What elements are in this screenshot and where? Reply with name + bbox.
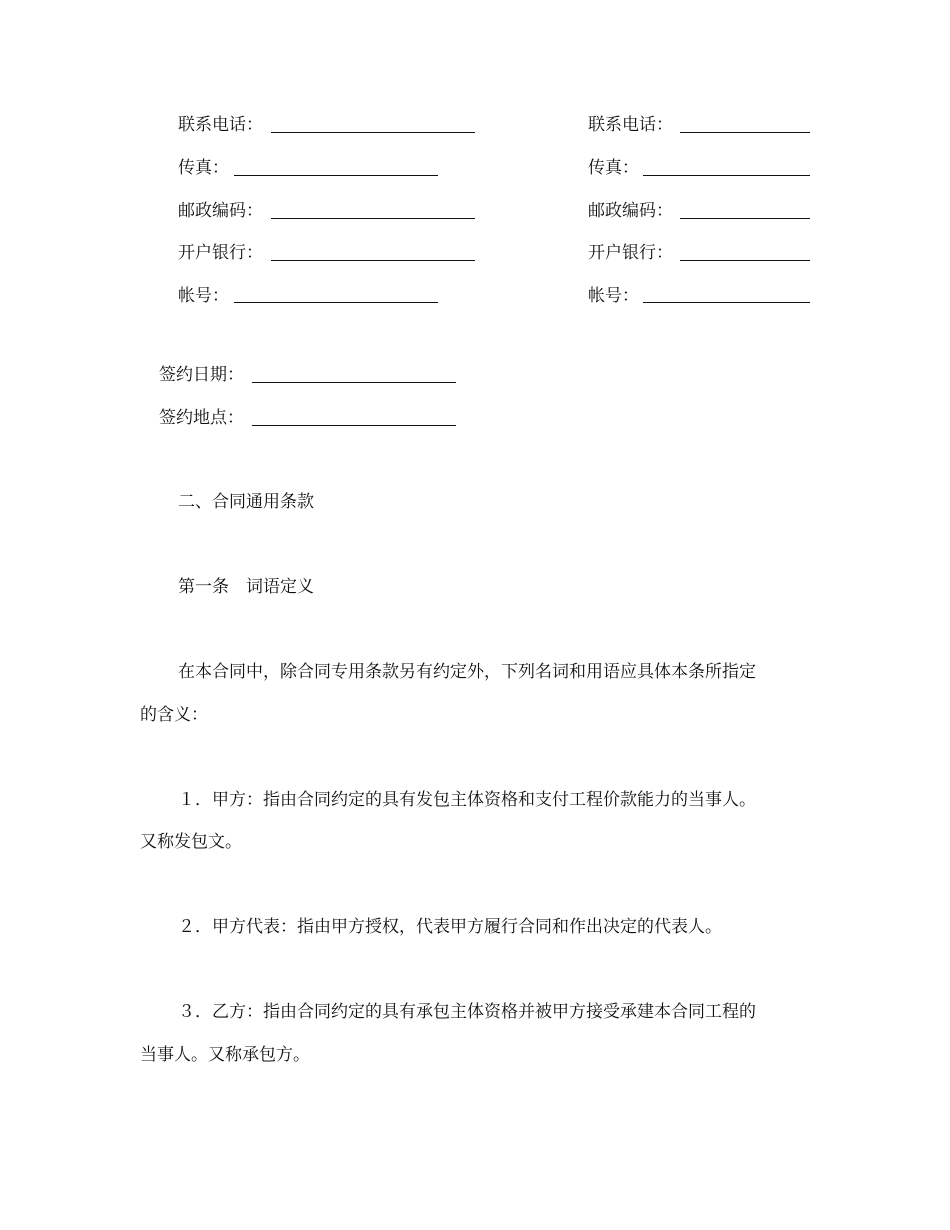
signing-date-label: 签约日期： — [159, 365, 244, 385]
intro-line-2: 的含义： — [140, 705, 208, 725]
definition-1-line-1: １．甲方：指由合同约定的具有发包主体资格和支付工程价款能力的当事人。 — [178, 790, 756, 810]
article-title: 第一条 词语定义 — [178, 577, 314, 597]
definition-3-line-2: 当事人。又称承包方。 — [140, 1045, 310, 1065]
party-a-postcode-label: 邮政编码： — [178, 201, 263, 221]
signing-date-field[interactable] — [252, 382, 456, 383]
party-b-fax-field[interactable] — [643, 175, 810, 176]
party-a-postcode-field[interactable] — [271, 218, 475, 219]
definition-3-line-1: ３．乙方：指由合同约定的具有承包主体资格并被甲方接受承建本合同工程的 — [178, 1002, 756, 1022]
signing-place-label: 签约地点： — [159, 408, 244, 428]
party-a-bank-label: 开户银行： — [178, 243, 263, 263]
party-b-postcode-label: 邮政编码： — [588, 201, 673, 221]
party-b-account-field[interactable] — [643, 302, 810, 303]
party-a-phone-field[interactable] — [271, 132, 475, 133]
party-b-account-label: 帐号： — [588, 286, 639, 306]
definition-2-line-1: ２．甲方代表：指由甲方授权，代表甲方履行合同和作出决定的代表人。 — [178, 917, 722, 937]
definition-1-line-2: 又称发包文。 — [140, 832, 242, 852]
party-a-fax-field[interactable] — [234, 175, 438, 176]
party-a-phone-label: 联系电话： — [178, 115, 263, 135]
party-b-postcode-field[interactable] — [680, 218, 810, 219]
party-b-phone-label: 联系电话： — [588, 115, 673, 135]
party-b-bank-label: 开户银行： — [588, 243, 673, 263]
party-b-phone-field[interactable] — [680, 132, 810, 133]
party-b-fax-label: 传真： — [588, 158, 639, 178]
intro-line-1: 在本合同中，除合同专用条款另有约定外，下列名词和用语应具体本条所指定 — [178, 662, 756, 682]
signing-place-field[interactable] — [252, 425, 456, 426]
party-b-bank-field[interactable] — [680, 260, 810, 261]
party-a-account-label: 帐号： — [178, 286, 229, 306]
party-a-bank-field[interactable] — [271, 260, 475, 261]
section-title: 二、合同通用条款 — [178, 492, 314, 512]
party-a-fax-label: 传真： — [178, 158, 229, 178]
party-a-account-field[interactable] — [234, 302, 438, 303]
